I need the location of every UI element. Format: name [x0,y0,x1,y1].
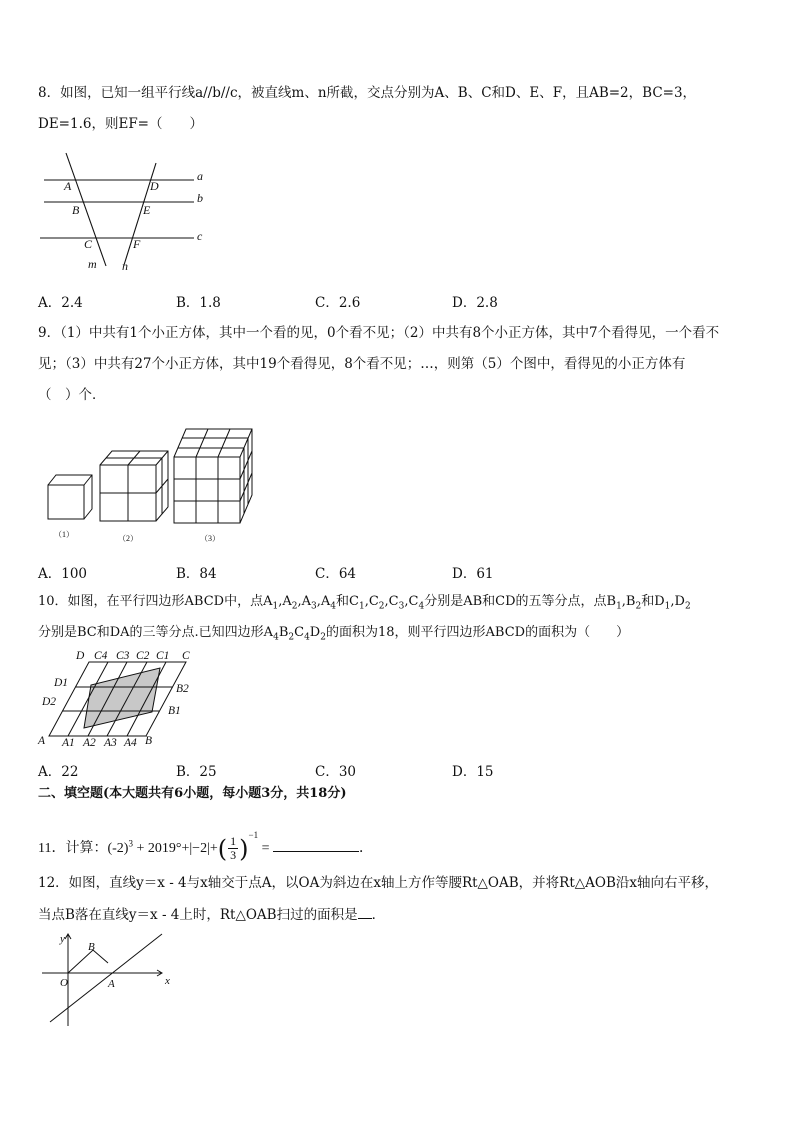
q8-option-d: D．2.8 [452,295,498,311]
q10-label-D1: D1 [54,677,69,689]
q9-cubes-figure [36,425,266,550]
q9-text-line3: （ ）个． [38,387,106,403]
q9-option-b: B．84 [176,566,217,582]
q8-option-c: C．2.6 [315,295,361,311]
q12-answer-blank [358,906,372,919]
q10-option-a: A．22 [38,764,79,780]
q8-parallel-lines-figure [36,150,226,275]
q10-label-C1: C1 [156,650,170,662]
q10-label-A4: A4 [124,737,137,749]
q8-label-b: b [197,191,203,205]
q8-label-E: E [143,203,151,217]
q9-option-d: D．61 [452,566,494,582]
q8-option-b: B．1.8 [176,295,221,311]
q12-text-line2: 当点B落在直线y＝x - 4上时，Rt△OAB扫过的面积是 ． [38,907,386,923]
q10-label-C: C [182,650,190,662]
q8-label-a: a [197,169,203,183]
q12-label-A: A [108,978,115,990]
q10-label-A1: A1 [62,737,75,749]
q9-option-a: A．100 [38,566,88,582]
q9-caption-3: （3） [200,534,220,543]
q10-label-C4: C4 [94,650,108,662]
q8-label-F: F [133,237,141,251]
q10-option-b: B．25 [176,764,217,780]
q10-option-d: D．15 [452,764,494,780]
q8-text-line1: 8．如图，已知一组平行线a//b//c，被直线m、n所截，交点分别为A、B、C和D、E、F，且AB=2，BC=3， [38,85,697,101]
q12-label-x: x [165,975,170,987]
q10-label-A3: A3 [104,737,117,749]
q10-label-A: A [38,735,46,747]
q9-text-line1: 9．（1）中共有1个小正方体，其中一个看的见，0个看不见；（2）中共有8个小正方体，其中7个看得见，一个看不 [38,325,720,341]
q9-text-line2: 见；（3）中共有27个小正方体，其中19个看得见，8个看不见；…，则第（5）个图中，看得见的小正方体有 [38,356,686,372]
q10-label-B2: B2 [176,683,189,695]
q10-label-B: B [145,735,153,747]
q8-label-n: n [122,259,128,273]
section-2-title: 二、填空题(本大题共有6小题，每小题3分，共18分) [38,786,347,801]
q10-label-D2: D2 [42,696,57,708]
q9-caption-1: （1） [54,530,74,539]
q8-label-C: C [84,237,93,251]
q10-parallelogram-figure [36,648,206,748]
q8-text-line2: DE=1.6，则EF=（ ） [38,116,203,132]
q8-label-B: B [72,203,80,217]
q8-label-m: m [88,257,97,271]
q8-option-a: A．2.4 [38,295,83,311]
q8-label-D: D [150,179,159,193]
q10-label-B1: B1 [168,705,181,717]
q12-text-line1: 12．如图，直线y＝x - 4与x轴交于点A，以OA为斜边在x轴上方作等腰Rt△OAB，并将Rt△AOB沿x轴向右平移， [38,875,718,891]
q8-label-A: A [64,179,72,193]
q11-answer-blank [273,839,359,852]
q10-text-line2: 分别是BC和DA的三等分点.已知四边形$A_4B_2C_4D_2$的面积为18，则平行四边形ABCD的面积为（ ） [38,625,630,643]
q10-label-C3: C3 [116,650,130,662]
q12-label-B: B [88,941,95,953]
q9-option-c: C．64 [315,566,357,582]
q12-label-O: O [60,977,68,989]
q10-label-D: D [76,650,85,662]
q10-label-C2: C2 [136,650,150,662]
q9-caption-2: （2） [118,534,138,543]
q10-text-line1: 10．如图，在平行四边形ABCD中，点$A_1,A_2,A_3,A_4$和$C_1,C_2,C_3,C_4$分别是AB和CD的五等分点，点$B_1,B_2$和$D_1,D_2$ [38,594,691,612]
q10-label-A2: A2 [83,737,96,749]
q10-option-c: C．30 [315,764,357,780]
q11-expression: 11．计算：$(-2)^3 + 2019^\circ+|-2|+$( $\frac{1}{3})^{-1}$ = ． [38,830,374,863]
q12-label-y: y [60,933,65,945]
q12-coordinate-figure [38,930,178,1030]
q8-label-c: c [197,229,203,243]
